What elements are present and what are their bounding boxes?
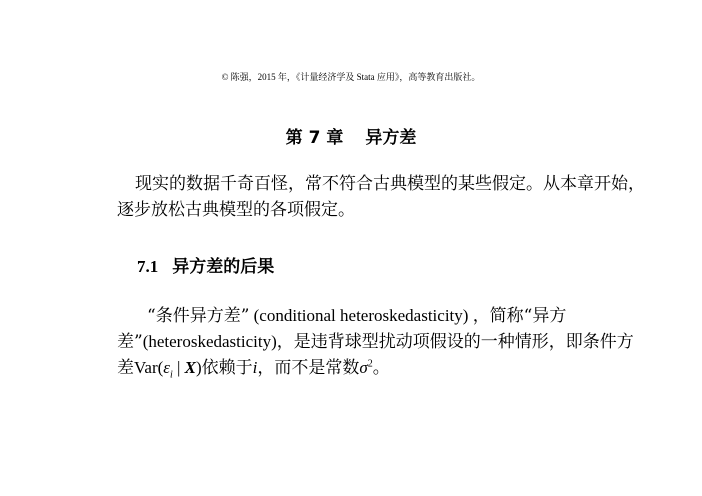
section-heading (137, 252, 274, 277)
math-epsilon: ε (163, 358, 170, 377)
math-subscript-i: i (169, 369, 173, 381)
chapter-name: 异方差 (365, 128, 417, 148)
definition-text: ，是违背球型扰动项假设的一种情形，即条件方差 (117, 332, 634, 378)
chapter-title (0, 123, 702, 148)
term-cn: “条件异方差” (147, 306, 250, 326)
copyright-notice: © 陈强，2015 年，《计量经济学及 Stata 应用》，高等教育出版社。 (221, 72, 481, 82)
short-name-en: (heteroskedasticity) (142, 332, 277, 351)
math-bar: | (172, 358, 185, 377)
math-i: i (252, 358, 258, 377)
math-superscript-2: 2 (367, 358, 373, 370)
chapter-number: 第 7 章 (285, 128, 344, 148)
math-var: Var( (134, 358, 164, 377)
math-sigma: σ (359, 358, 368, 377)
math-close: ) (196, 358, 202, 377)
section-title: 异方差的后果 (172, 257, 275, 277)
end-period: 。 (372, 358, 390, 378)
depends-text: 依赖于 (201, 358, 253, 378)
section-number: 7.1 (137, 257, 159, 276)
math-X: X (184, 358, 196, 377)
definition-paragraph (117, 303, 647, 381)
not-constant-text: ，而不是常数 (257, 358, 360, 378)
short-name: ，简称“异方差” (117, 306, 567, 352)
intro-paragraph: 现实的数据千奇百怪，常不符合古典模型的某些假定。从本章开始，逐步放松古典模型的各项假定。 (117, 174, 645, 220)
term-en: (conditional heteroskedasticity) (249, 306, 473, 325)
